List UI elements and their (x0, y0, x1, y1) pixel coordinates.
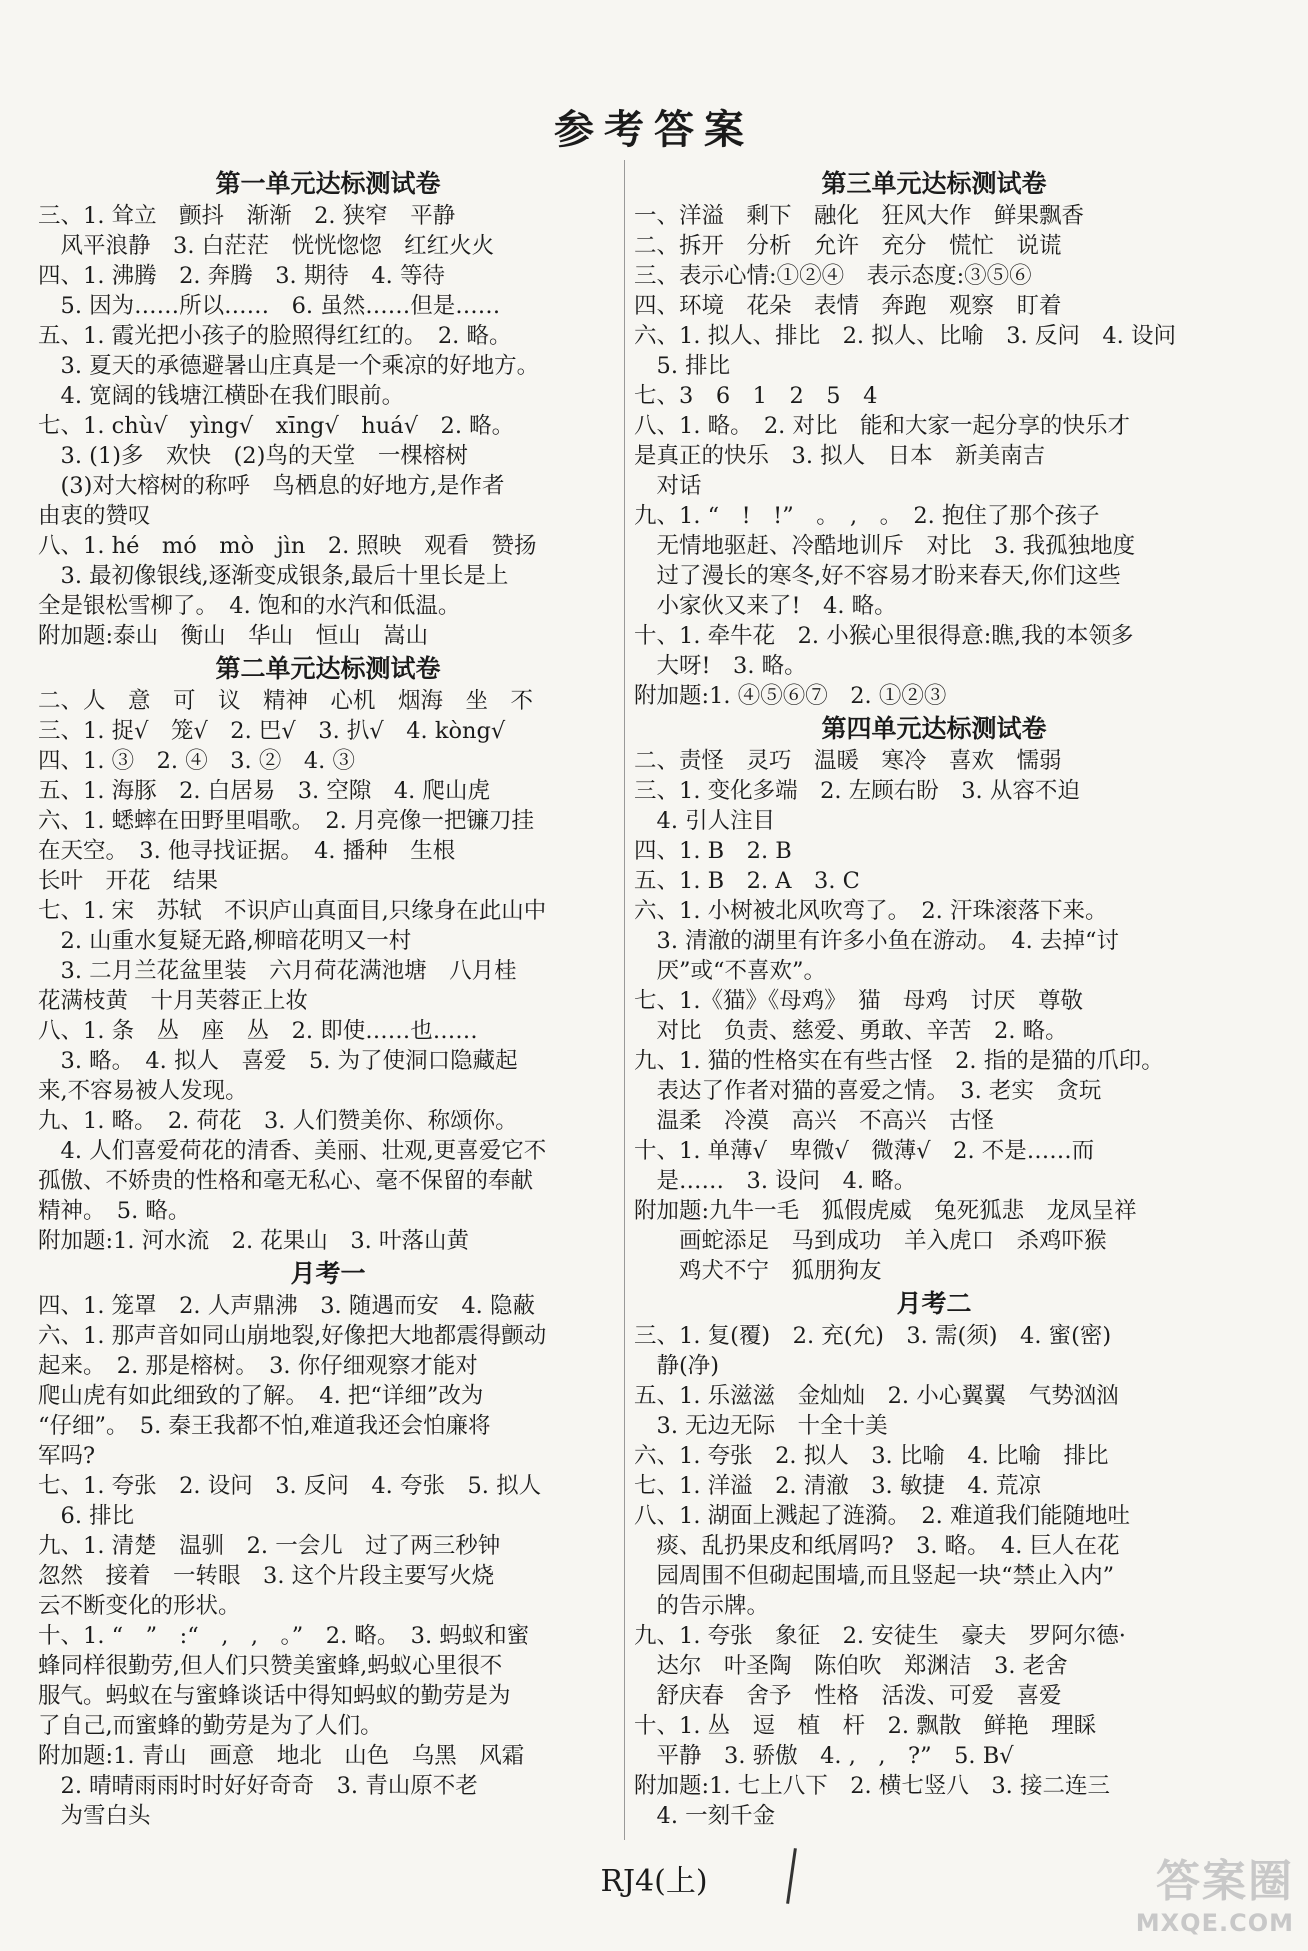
answer-section (38, 168, 618, 651)
answer-line: 3. 夏天的承德避暑山庄真是一个乘凉的好地方。 (38, 353, 540, 379)
answer-line: (3)对大榕树的称呼 鸟栖息的好地方,是作者 (38, 473, 505, 499)
answer-line: 的告示牌。 (634, 1593, 770, 1619)
answer-line: 附加题:1. 河水流 2. 花果山 3. 叶落山黄 (38, 1228, 469, 1254)
answer-line: 五、1. 霞光把小孩子的脸照得红红的。 2. 略。 (38, 323, 512, 349)
answer-line: 五、1. 乐滋滋 金灿灿 2. 小心翼翼 气势汹汹 (634, 1383, 1119, 1409)
answer-section (38, 1258, 618, 1831)
answer-line: 六、1. 那声音如同山崩地裂,好像把大地都震得颤动 (38, 1323, 547, 1349)
section-title: 第三单元达标测试卷 (821, 169, 1047, 198)
answer-line: 一、洋溢 剩下 融化 狂风大作 鲜果飘香 (634, 203, 1085, 229)
answer-line: 九、1. 清楚 温驯 2. 一会儿 过了两三秒钟 (38, 1533, 501, 1559)
answer-line: 花满枝黄 十月芙蓉正上妆 (38, 988, 309, 1014)
answer-line: 2. 晴晴雨雨时时好好奇奇 3. 青山原不老 (38, 1773, 478, 1799)
answer-line: 厌”或“不喜欢”。 (634, 958, 827, 984)
answer-line: 风平浪静 3. 白茫茫 恍恍惚惚 红红火火 (38, 233, 495, 259)
answer-line: 十、1. 单薄√ 卑微√ 微薄√ 2. 不是……而 (634, 1138, 1095, 1164)
answer-section (634, 1288, 1234, 1831)
answer-line: 四、1. 笼罩 2. 人声鼎沸 3. 随遇而安 4. 隐蔽 (38, 1293, 535, 1319)
answer-line: 七、1.《猫》《母鸡》 猫 母鸡 讨厌 尊敬 (634, 988, 1083, 1014)
answer-line: 九、1. 猫的性格实在有些古怪 2. 指的是猫的爪印。 (634, 1048, 1164, 1074)
answer-line: 5. 排比 (634, 353, 731, 379)
answer-line: 云不断变化的形状。 (38, 1593, 241, 1619)
answer-line: 二、人 意 可 议 精神 心机 烟海 坐 不 (38, 688, 534, 714)
answer-line: 4. 人们喜爱荷花的清香、美丽、壮观,更喜爱它不 (38, 1138, 547, 1164)
answer-line: 附加题:1. 七上八下 2. 横七竖八 3. 接二连三 (634, 1773, 1110, 1799)
answer-line: 六、1. 拟人、排比 2. 拟人、比喻 3. 反问 4. 设问 (634, 323, 1176, 349)
answer-line: 三、1. 复(覆) 2. 充(允) 3. 需(须) 4. 蜜(密) (634, 1323, 1112, 1349)
answer-line: 2. 山重水复疑无路,柳暗花明又一村 (38, 928, 412, 954)
answer-line: 舒庆春 舍予 性格 活泼、可爱 喜爱 (634, 1683, 1062, 1709)
answer-line: 是…… 3. 设问 4. 略。 (634, 1168, 917, 1194)
answer-line: 四、环境 花朵 表情 奔跑 观察 盯着 (634, 293, 1062, 319)
answer-line: 大呀! 3. 略。 (634, 653, 807, 679)
answer-line: 无情地驱赶、冷酷地训斥 对比 3. 我孤独地度 (634, 533, 1136, 559)
answer-line: 七、3 6 1 2 5 4 (634, 383, 878, 409)
answer-line: 军吗? (38, 1443, 96, 1469)
answer-line: 3. 略。 4. 拟人 喜爱 5. 为了使洞口隐藏起 (38, 1048, 518, 1074)
answer-line: 附加题:九牛一毛 狐假虎威 兔死狐悲 龙凤呈祥 (634, 1198, 1137, 1224)
answer-line: 表达了作者对猫的喜爱之情。 3. 老实 贪玩 (634, 1078, 1102, 1104)
answer-line: 3. 二月兰花盆里装 六月荷花满池塘 八月桂 (38, 958, 517, 984)
answer-line: 在天空。 3. 他寻找证据。 4. 播种 生根 (38, 838, 456, 864)
answer-line: 七、1. 洋溢 2. 清澈 3. 敏捷 4. 荒凉 (634, 1473, 1041, 1499)
answer-line: 八、1. hé mó mò jìn 2. 照映 观看 赞扬 (38, 533, 537, 559)
answer-line: 爬山虎有如此细致的了解。 4. 把“详细”改为 (38, 1383, 484, 1409)
answer-line: 对比 负责、慈爱、勇敢、辛苦 2. 略。 (634, 1018, 1068, 1044)
section-title: 第二单元达标测试卷 (215, 654, 441, 683)
answer-line: 长叶 开花 结果 (38, 868, 219, 894)
answer-line: 鸡犬不宁 狐朋狗友 (634, 1258, 882, 1284)
answer-line: 九、1. 夸张 象征 2. 安徒生 豪夫 罗阿尔德· (634, 1623, 1126, 1649)
watermark-logo (1136, 1845, 1294, 1937)
answer-line: 4. 一刻千金 (634, 1803, 776, 1829)
answer-line: 十、1. 牵牛花 2. 小猴心里很得意:瞧,我的本领多 (634, 623, 1134, 649)
answer-line: 蜂同样很勤劳,但人们只赞美蜜蜂,蚂蚁心里很不 (38, 1653, 503, 1679)
answer-line: 服气。蚂蚁在与蜜蜂谈话中得知蚂蚁的勤劳是为 (38, 1683, 511, 1709)
answer-line: “仔细”。 5. 秦王我都不怕,难道我还会怕廉将 (38, 1413, 491, 1439)
answer-line: 来,不容易被人发现。 (38, 1078, 248, 1104)
answer-line: 四、1. ③ 2. ④ 3. ② 4. ③ (38, 748, 355, 774)
answer-line: 是真正的快乐 3. 拟人 日本 新美南吉 (634, 443, 1046, 469)
answer-line: 四、1. B 2. B (634, 838, 792, 864)
answer-section (634, 168, 1234, 711)
answer-line: 忽然 接着 一转眼 3. 这个片段主要写火烧 (38, 1563, 495, 1589)
answer-line: 九、1. 略。 2. 荷花 3. 人们赞美你、称颂你。 (38, 1108, 518, 1134)
answer-line: 九、1. “ ! !” 。 , 。 2. 抱住了那个孩子 (634, 503, 1100, 529)
answer-line: 五、1. B 2. A 3. C (634, 868, 860, 894)
answer-section (634, 713, 1234, 1286)
answer-line: 八、1. 略。 2. 对比 能和大家一起分享的快乐才 (634, 413, 1130, 439)
answer-line: 温柔 冷漠 高兴 不高兴 古怪 (634, 1108, 995, 1134)
answer-line: 达尔 叶圣陶 陈伯吹 郑渊洁 3. 老舍 (634, 1653, 1068, 1679)
answer-line: 画蛇添足 马到成功 羊入虎口 杀鸡吓猴 (634, 1228, 1107, 1254)
page-title: 参考答案 (554, 106, 754, 153)
answer-line: 附加题:1. ④⑤⑥⑦ 2. ①②③ (634, 683, 947, 709)
watermark-site: MXQE.COM (1135, 1909, 1294, 1937)
answer-line: 全是银松雪柳了。 4. 饱和的水汽和低温。 (38, 593, 461, 619)
section-title: 月考二 (896, 1289, 972, 1318)
page-footer: RJ4(上) (600, 1864, 708, 1899)
answer-line: 三、1. 捉√ 笼√ 2. 巴√ 3. 扒√ 4. kòng√ (38, 718, 506, 744)
answer-line: 起来。 2. 那是榕树。 3. 你仔细观察才能对 (38, 1353, 478, 1379)
section-title: 月考一 (290, 1259, 366, 1288)
section-title: 第一单元达标测试卷 (215, 169, 441, 198)
answer-line: 七、1. chù√ yìng√ xīng√ huá√ 2. 略。 (38, 413, 515, 439)
answer-line: 4. 引人注目 (634, 808, 776, 834)
answer-line: 二、拆开 分析 允许 充分 慌忙 说谎 (634, 233, 1062, 259)
answer-line: 附加题:1. 青山 画意 地北 山色 乌黑 风霜 (38, 1743, 525, 1769)
left-column (38, 166, 618, 1831)
watermark-text: 答案圈 (1156, 1856, 1294, 1907)
answer-line: 十、1. “ ” :“ , , 。” 2. 略。 3. 蚂蚁和蜜 (38, 1623, 530, 1649)
answer-line: 3. (1)多 欢快 (2)鸟的天堂 一棵榕树 (38, 443, 468, 469)
answer-line: 七、1. 宋 苏轼 不识庐山真面目,只缘身在此山中 (38, 898, 547, 924)
answer-line: 三、1. 耸立 颤抖 渐渐 2. 狭窄 平静 (38, 203, 456, 229)
answer-line: 园周围不但砌起围墙,而且竖起一块“禁止入内” (634, 1563, 1115, 1589)
answer-line: 精神。 5. 略。 (38, 1198, 191, 1224)
answer-line: 3. 无边无际 十全十美 (634, 1413, 888, 1439)
answer-line: 3. 清澈的湖里有许多小鱼在游动。 4. 去掉“讨 (634, 928, 1119, 954)
section-title: 第四单元达标测试卷 (821, 714, 1047, 743)
answer-line: 为雪白头 (38, 1803, 151, 1829)
answer-line: 六、1. 夸张 2. 拟人 3. 比喻 4. 比喻 排比 (634, 1443, 1109, 1469)
answer-line: 3. 最初像银线,逐渐变成银条,最后十里长是上 (38, 563, 509, 589)
answer-line: 过了漫长的寒冬,好不容易才盼来春天,你们这些 (634, 563, 1121, 589)
answer-line: 6. 排比 (38, 1503, 135, 1529)
answer-line: 十、1. 丛 逗 植 杆 2. 飘散 鲜艳 理睬 (634, 1713, 1097, 1739)
answer-line: 痰、乱扔果皮和纸屑吗? 3. 略。 4. 巨人在花 (634, 1533, 1120, 1559)
answer-line: 三、1. 变化多端 2. 左顾右盼 3. 从容不迫 (634, 778, 1080, 804)
answer-line: 六、1. 小树被北风吹弯了。 2. 汗珠滚落下来。 (634, 898, 1108, 924)
answer-line: 三、表示心情:①②④ 表示态度:③⑤⑥ (634, 263, 1032, 289)
answer-line: 七、1. 夸张 2. 设问 3. 反问 4. 夸张 5. 拟人 (38, 1473, 542, 1499)
answer-line: 五、1. 海豚 2. 白居易 3. 空隙 4. 爬山虎 (38, 778, 490, 804)
answer-line: 二、责怪 灵巧 温暖 寒冷 喜欢 懦弱 (634, 748, 1062, 774)
answer-line: 了自己,而蜜蜂的勤劳是为了人们。 (38, 1713, 383, 1739)
answer-line: 由衷的赞叹 (38, 503, 151, 529)
answer-line: 八、1. 湖面上溅起了涟漪。 2. 难道我们能随地吐 (634, 1503, 1130, 1529)
answer-line: 孤傲、不娇贵的性格和毫无私心、毫不保留的奉献 (38, 1168, 534, 1194)
answer-line: 四、1. 沸腾 2. 奔腾 3. 期待 4. 等待 (38, 263, 445, 289)
answer-line: 静(净) (634, 1353, 720, 1379)
answer-line: 附加题:泰山 衡山 华山 恒山 嵩山 (38, 623, 429, 649)
answer-line: 对话 (634, 473, 702, 499)
answer-line: 5. 因为……所以…… 6. 虽然……但是…… (38, 293, 501, 319)
answer-line: 小家伙又来了! 4. 略。 (634, 593, 897, 619)
answer-section (38, 653, 618, 1256)
right-column (634, 166, 1234, 1831)
answer-line: 六、1. 蟋蟀在田野里唱歌。 2. 月亮像一把镰刀挂 (38, 808, 534, 834)
answer-line: 4. 宽阔的钱塘江横卧在我们眼前。 (38, 383, 405, 409)
column-divider (624, 160, 625, 1840)
answer-line: 八、1. 条 丛 座 丛 2. 即使……也…… (38, 1018, 478, 1044)
answer-line: 平静 3. 骄傲 4. , , ?” 5. B√ (634, 1743, 1014, 1769)
